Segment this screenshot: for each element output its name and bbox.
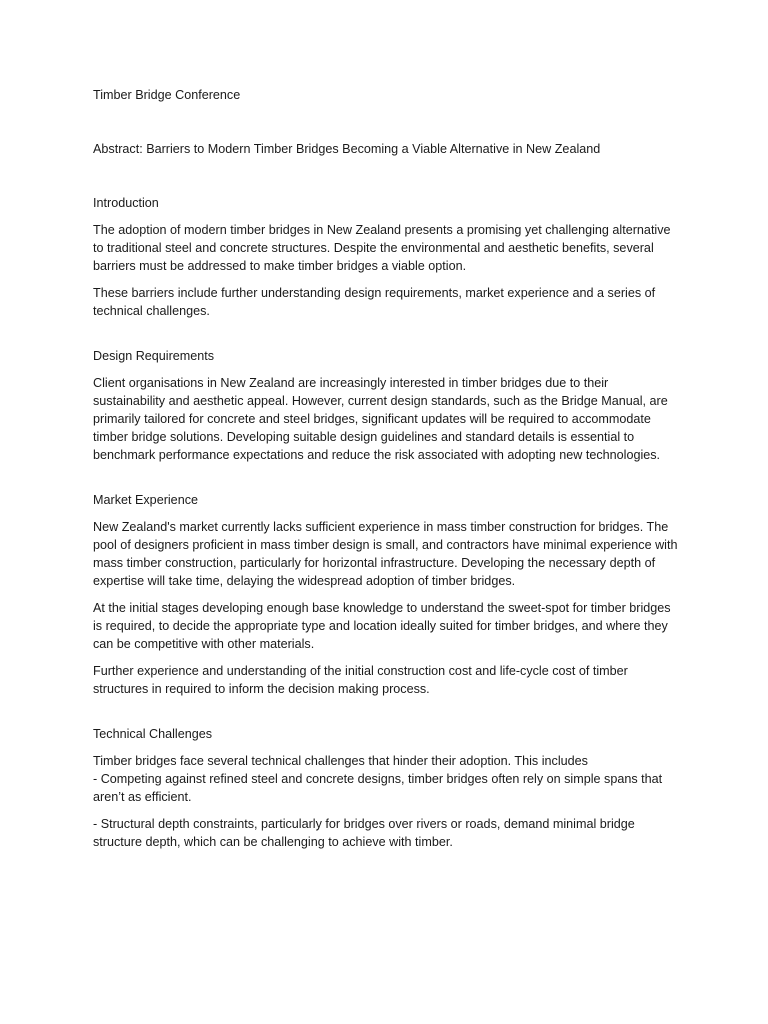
- section-design-requirements: [93, 347, 683, 464]
- section-technical-challenges: [93, 725, 683, 851]
- section-heading-design-requirements: Design Requirements: [93, 349, 215, 363]
- section-heading-market-experience: Market Experience: [93, 493, 198, 507]
- technical-challenges-paragraph-1: [93, 752, 683, 806]
- technical-challenges-intro: Timber bridges face several technical challenges that hinder their adoption. This includes: [93, 754, 588, 768]
- market-experience-paragraph-1: New Zealand's market currently lacks sufficient experience in mass timber construction for bridges. The pool of designers proficient in mass timber design is small, and contractors have minimal experience with mass timber construction, particularly for horizontal infrastructure. Developing the necessary depth of expertise will take time, delaying the widespread adoption of timber bridges.: [93, 520, 678, 588]
- abstract-title: Abstract: Barriers to Modern Timber Bridges Becoming a Viable Alternative in New Zealand: [93, 142, 601, 156]
- section-heading-introduction: Introduction: [93, 196, 159, 210]
- document-page: [93, 86, 683, 878]
- section-market-experience: [93, 491, 683, 698]
- market-experience-paragraph-3: Further experience and understanding of the initial construction cost and life-cycle cost of timber structures in required to inform the decision making process.: [93, 664, 628, 696]
- technical-challenges-bullet-2: - Structural depth constraints, particularly for bridges over rivers or roads, demand minimal bridge structure depth, which can be challenging to achieve with timber.: [93, 817, 635, 849]
- document-title: Timber Bridge Conference: [93, 88, 241, 102]
- market-experience-paragraph-2: At the initial stages developing enough base knowledge to understand the sweet-spot for timber bridges is required, to decide the appropriate type and location ideally suited for timber bridges, and where they can be competitive with other materials.: [93, 601, 671, 651]
- technical-challenges-bullet-1: - Competing against refined steel and concrete designs, timber bridges often rely on simple spans that aren’t as efficient.: [93, 772, 663, 804]
- introduction-paragraph-1: The adoption of modern timber bridges in New Zealand presents a promising yet challenging alternative to traditional steel and concrete structures. Despite the environmental and aesthetic benefits, several barriers must be addressed to make timber bridges a viable option.: [93, 223, 671, 273]
- section-heading-technical-challenges: Technical Challenges: [93, 727, 213, 741]
- section-introduction: [93, 194, 683, 320]
- design-requirements-paragraph-1: Client organisations in New Zealand are increasingly interested in timber bridges due to their sustainability and aesthetic appeal. However, current design standards, such as the Bridge Manual, are primarily tailored for concrete and steel bridges, significant updates will be required to accommodate timber bridge solutions. Developing suitable design guidelines and standard details is essential to benchmark performance expectations and reduce the risk associated with adopting new technologies.: [93, 376, 668, 462]
- introduction-paragraph-2: These barriers include further understanding design requirements, market experience and a series of technical challenges.: [93, 286, 656, 318]
